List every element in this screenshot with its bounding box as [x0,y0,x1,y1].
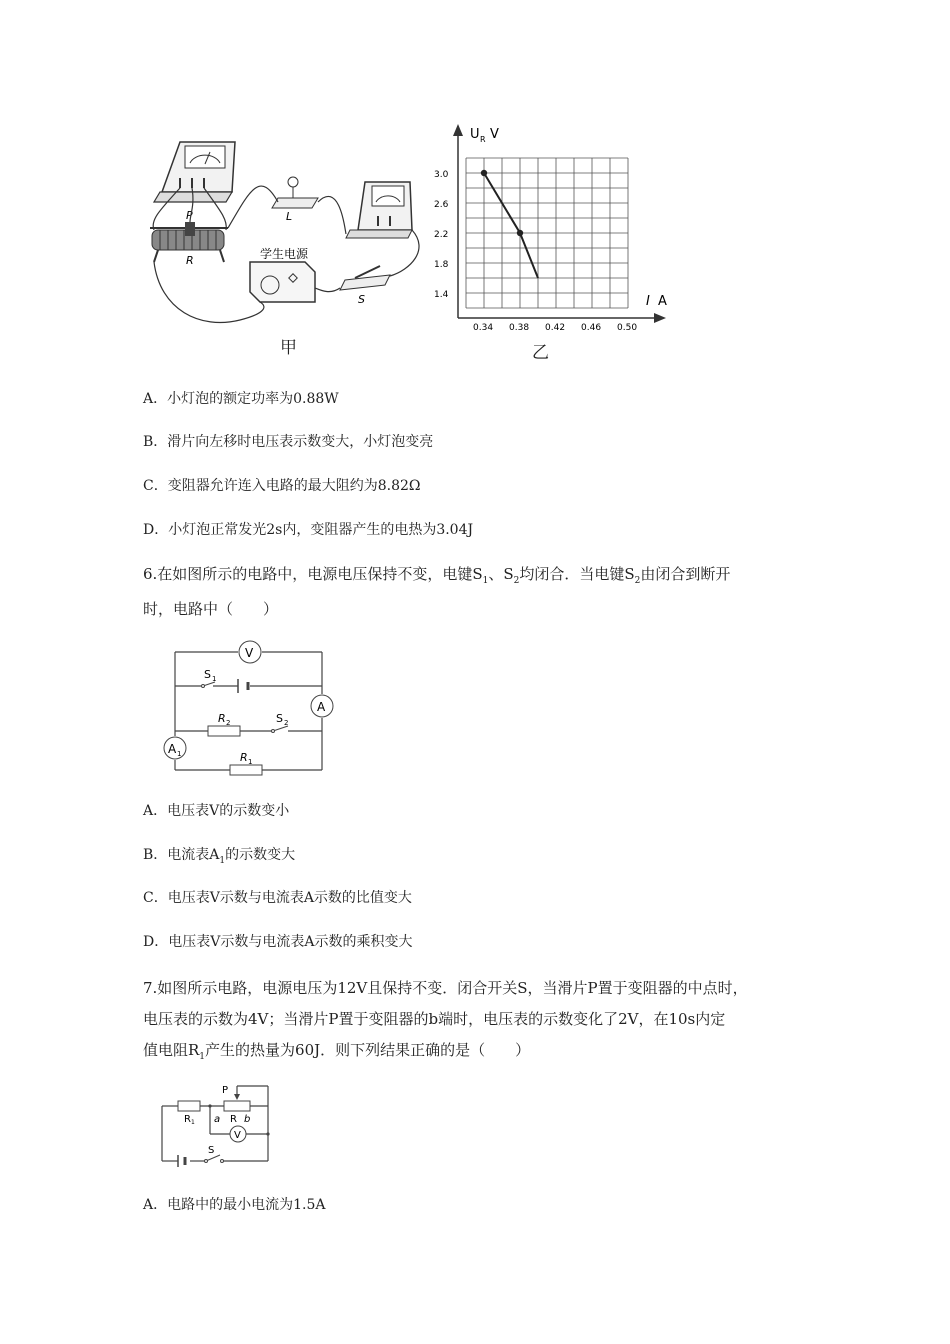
data-series [481,170,538,278]
q7-line3 [143,1036,843,1071]
q6-option-b[interactable] [143,845,295,871]
x-axis-unit: A [658,294,667,309]
q7-r1-sub: 1 [191,1119,195,1126]
q6-stem [143,560,823,623]
q6-r2-sub: 2 [226,719,231,727]
q5-option-d[interactable]: D．小灯泡正常发光2s内，变阻器产生的电热为3.04J [143,522,474,538]
label-power: 学生电源 [260,247,309,261]
y-tick-label: 1.4 [434,290,449,300]
x-axis-label: I [646,294,650,309]
q6-stem-d: 由闭合到断开 [640,565,731,583]
q7-line3-post: 产生的热量为60J．则下列结果正确的是（ ） [205,1041,531,1059]
q6-r1-label: R [240,751,248,764]
x-axis-arrow [654,313,666,323]
q7-line2: 电压表的示数为4V；当滑片P置于变阻器的b端时，电压表的示数变化了2V，在10s内定 [143,1010,726,1028]
q6-r2-label: R [218,712,226,725]
q6-a1-sub: 1 [177,750,182,758]
q6-stem-a: 6.在如图所示的电路中，电源电压保持不变，电键S [143,565,483,583]
q7-r1-label: R [184,1114,191,1125]
q7-a-label: a [214,1114,221,1125]
y-tick-label: 1.8 [434,260,449,270]
label-s: S [358,293,365,306]
q6-sub3: 2 [634,576,641,586]
voltmeter-left [154,142,235,202]
q6-option-d[interactable]: D．电压表V示数与电流表A示数的乘积变大 [143,934,413,950]
y-tick-label: 2.6 [434,200,449,210]
q7-p-label: P [222,1085,229,1096]
y-axis-sub: R [480,135,486,144]
data-point [481,170,487,176]
slider-arrow [234,1094,240,1100]
q7-r-label: R [230,1114,237,1125]
q6-stem-line2: 时，电路中（ ） [143,600,279,618]
label-p: P [186,209,193,222]
q5-option-b[interactable]: B．滑片向左移时电压表示数变大，小灯泡变亮 [143,434,434,450]
q6-s2-label: S [276,712,283,725]
y-axis-unit: V [490,127,499,142]
q7-line3-sub: 1 [199,1052,206,1062]
q6-stem-c: 均闭合．当电键S [519,565,635,583]
label-r: R [186,254,194,267]
series-line [484,173,538,278]
x-tick-label: 0.42 [545,323,566,333]
q7-s-label: S [208,1145,215,1156]
q7-resistor-r1 [178,1101,200,1111]
y-axis-label: U [470,127,480,142]
data-point [517,230,523,236]
q5-option-a[interactable]: A．小灯泡的额定功率为0.88W [143,391,339,407]
q6-a1-label: A [168,742,177,756]
caption-yi: 乙 [532,343,549,363]
resistor-r1 [230,765,262,775]
graph-grid [466,158,628,308]
resistor-r2 [208,726,240,736]
q7-v-label: V [234,1130,241,1141]
x-tick-labels [473,323,637,333]
q6-circuit [158,640,338,780]
q7-stem [143,974,843,1071]
q7-circuit [150,1078,280,1170]
lamp [272,177,318,223]
x-tick-label: 0.38 [509,323,530,333]
ui-graph [428,120,678,335]
q6-option-a[interactable]: A．电压表V的示数变小 [143,803,290,819]
q7-rheostat [224,1101,250,1111]
q6-a-label: A [317,700,326,714]
q7-line3-pre: 值电阻R [143,1041,200,1059]
q7-b-label: b [244,1114,251,1125]
q6-option-b-post: 的示数变大 [225,847,296,863]
q6-r1-sub: 1 [248,758,253,766]
apparatus-figure [140,130,440,345]
rheostat [150,209,228,267]
y-tick-labels [434,170,449,300]
q6-sub1: 1 [482,576,489,586]
y-tick-label: 3.0 [434,170,449,180]
q6-stem-b: 、S [488,565,514,583]
q6-option-c[interactable]: C．电压表V示数与电流表A示数的比值变大 [143,890,412,906]
power-supply [250,246,315,302]
switch [340,266,390,306]
label-l: L [286,210,293,223]
q6-option-b-pre: B．电流表A [143,847,220,863]
ammeter-right [346,182,412,238]
q6-s1-label: S [204,668,211,681]
q6-v-label: V [245,646,254,660]
x-tick-label: 0.50 [617,323,638,333]
q6-option-b-sub: 1 [219,855,226,866]
q6-s1-sub: 1 [212,675,217,683]
y-tick-label: 2.2 [434,230,449,240]
q6-s2-sub: 2 [284,719,289,727]
x-tick-label: 0.34 [473,323,494,333]
q6-sub2: 2 [513,576,520,586]
x-tick-label: 0.46 [581,323,602,333]
y-axis-arrow [453,124,463,136]
caption-jia: 甲 [280,338,297,358]
q7-option-a[interactable]: A．电路中的最小电流为1.5A [143,1197,326,1213]
q5-option-c[interactable]: C．变阻器允许连入电路的最大阻约为8.82Ω [143,478,421,494]
q7-line1: 7.如图所示电路，电源电压为12V且保持不变．闭合开关S，当滑片P置于变阻器的中点时， [143,979,748,997]
